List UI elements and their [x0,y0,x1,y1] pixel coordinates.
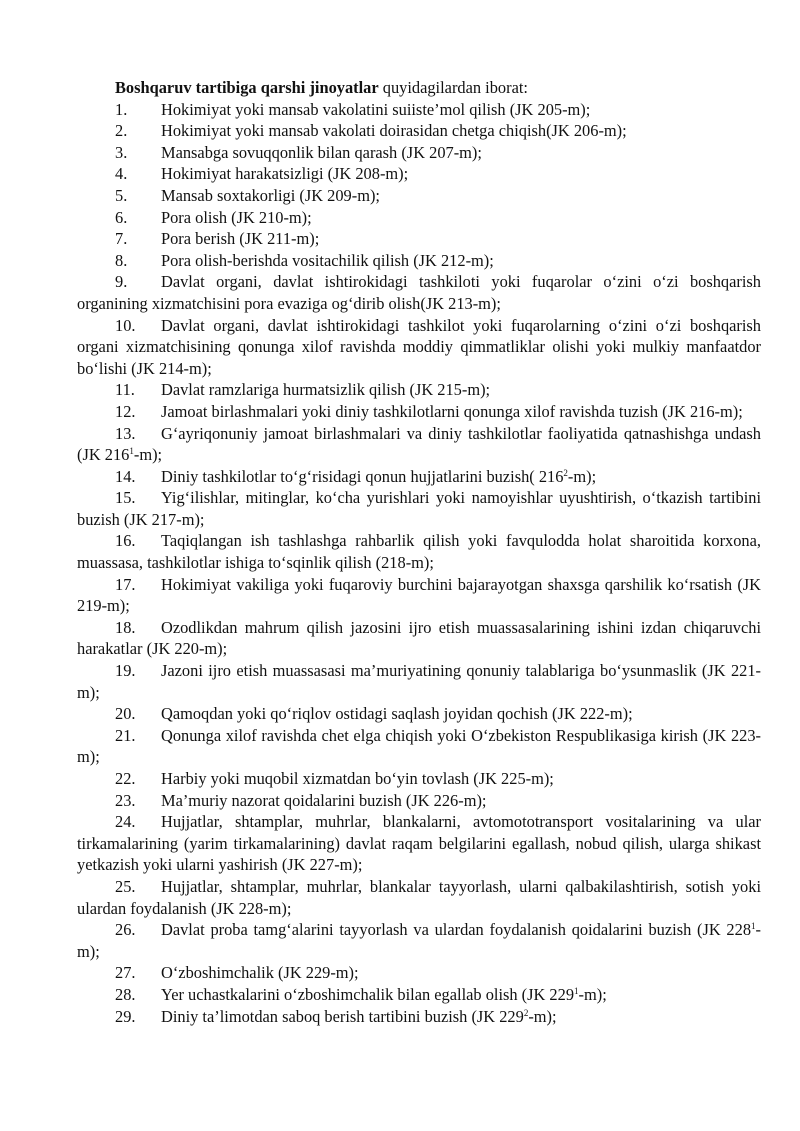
list-item-number: 5. [115,185,128,205]
list-item-number: 26. [115,920,136,940]
list-item [77,207,761,229]
list-item-text: Hokimiyat harakatsizligi (JK 208-m); [161,164,409,184]
list-item-number: 20. [115,704,136,724]
list-item-number: 11. [115,380,135,400]
list-item-text: Yer uchastkalarini o‘zboshimchalik bilan egallab olish (JK 229 [161,984,575,1004]
article-superscript: 1 [129,446,134,457]
list-item-text: Davlat proba tamg‘alarini tayyorlash va ulardan foydalanish qoidalarini buzish (JK 228 [161,920,752,940]
list-item-text: Jazoni ijro etish muassasasi ma’muriyatining qonuniy talablariga bo‘ysunmaslik (JK 221-m); [77,661,761,702]
list-item [77,1006,761,1028]
list-item-text-end: -m); [133,445,163,465]
intro-paragraph [77,77,761,99]
list-item-text: Mansab soxtakorligi (JK 209-m); [161,185,380,205]
list-item [77,725,761,768]
list-item [77,423,761,466]
list-item [77,250,761,272]
list-item-text-end: -m); [528,1006,557,1026]
list-item-number: 21. [115,725,136,745]
list-item-number: 6. [115,207,128,227]
article-superscript: 2 [523,1007,529,1018]
list-item-text: Diniy ta’limotdan saboq berish tartibini buzish (JK 229 [161,1006,524,1026]
list-item-text: Pora olish-berishda vositachilik qilish (JK 212-m); [161,250,494,270]
list-item [77,703,761,725]
list-item-number: 13. [115,423,136,443]
list-item-number: 14. [115,466,136,486]
list-item [77,185,761,207]
list-item [77,228,761,250]
list-item-number: 29. [115,1006,136,1026]
list-item [77,530,761,573]
list-item-text: Ma’muriy nazorat qoidalarini buzish (JK 226-m); [161,790,487,810]
list-item-text: Yig‘ilishlar, mitinglar, ko‘cha yurishlari yoki namoyishlar uyushtirish, o‘tkazish tartibini buzish (JK 217-m); [77,488,761,529]
list-item [77,768,761,790]
list-item-text: Harbiy yoki muqobil xizmatdan bo‘yin tovlash (JK 225-m); [161,769,554,788]
list-item-text: Qonunga xilof ravishda chet elga chiqish yoki O‘zbekiston Respublikasiga kirish (JK 223-m); [77,725,761,767]
list-item [77,984,761,1006]
list-item-text: Mansabga sovuqqonlik bilan qarash (JK 207-m); [161,142,482,162]
list-item [77,919,761,962]
list-item-text: Hokimiyat yoki mansab vakolatini suiiste’mol qilish (JK 205-m); [161,99,591,119]
list-item [77,962,761,984]
list-item-text-end: -m); [77,920,761,961]
list-item-text: Pora berish (JK 211-m); [161,229,320,249]
list-item-text: O‘zboshimchalik (JK 229-m); [161,963,359,983]
list-item-text: Ozodlikdan mahrum qilish jazosini ijro etish muassasalarining ishini izdan chiqaruvchi harakatlar (JK 220-m); [77,617,761,659]
list-item [77,466,761,488]
list-item-number: 8. [115,250,128,270]
list-item-number: 18. [115,617,136,637]
list-item [77,790,761,812]
list-item-text: G‘ayriqonuniy jamoat birlashmalari va diniy tashkilotlar faoliyatida qatnashishga undash (JK 216 [77,423,761,465]
list-item-number: 23. [115,790,136,810]
list-item [77,120,761,142]
list-item-text: Davlat ramzlariga hurmatsizlik qilish (JK 215-m); [161,380,491,400]
list-item-text: Hokimiyat yoki mansab vakolati doirasidan chetga chiqish(JK 206-m); [161,121,627,141]
article-superscript: 2 [563,467,568,478]
list-item-number: 16. [115,531,136,551]
article-superscript: 1 [751,921,756,932]
list-item-text: Qamoqdan yoki qo‘riqlov ostidagi saqlash joyidan qochish (JK 222-m); [161,704,633,724]
list-item-text: Hujjatlar, shtamplar, muhrlar, blankalarni, avtomototransport vositalarining va ular tirkamalarining (yarim tirkamalarining) davlat raqam belgilarini egallash, nobud qilish, ularga shikast yetkazish yoki ularni yashirish (JK 227-m); [77,812,761,875]
list-item-text: Davlat organi, davlat ishtirokidagi tashkiloti yoki fuqarolar o‘zini o‘zi boshqarish organining xizmatchisini pora evaziga og‘dirib olish(JK 213-m); [77,272,761,313]
list-item-number: 24. [115,812,136,832]
intro-heading-bold: Boshqaruv tartibiga qarshi jinoyatlar [115,78,379,97]
list-item-number: 12. [115,401,136,421]
list-item-number: 28. [115,984,136,1004]
list-item [77,315,761,380]
list-item-text: Diniy tashkilotlar to‘g‘risidagi qonun hujjatlarini buzish( 216 [161,466,564,486]
intro-text: quyidagilardan iborat: [378,78,528,97]
list-item-text: Davlat organi, davlat ishtirokidagi tashkilot yoki fuqarolarning o‘zini o‘zi boshqarish organi xizmatchisining qonunga xilof ravishda moddiy qimmatliklar olishi yoki mulkiy manfaatdor bo‘lishi (JK 214-m); [77,315,761,378]
list-item-text: Hokimiyat vakiliga yoki fuqaroviy burchini bajarayotgan shaxsga qarshilik ko‘rsatish (JK 219-m); [77,574,761,616]
list-item-number: 15. [115,488,136,508]
list-item [77,617,761,660]
list-item [77,401,761,423]
article-superscript: 1 [574,985,579,996]
list-item [77,379,761,401]
list-item-text: Pora olish (JK 210-m); [161,207,312,227]
list-item-text: Taqiqlangan ish tashlashga rahbarlik qilish yoki favqulodda holat sharoitida korxona, muassasa, tashkilotlar ishiga to‘sqinlik qilish (218-m); [77,531,761,573]
list-item [77,811,761,876]
list-item-number: 1. [115,99,128,119]
list-item-number: 4. [115,164,128,184]
list-item-number: 10. [115,315,136,335]
list-item-text: Hujjatlar, shtamplar, muhrlar, blankalar tayyorlash, ularni qalbakilashtirish, sotish yoki ulardan foydalanish (JK 228-m); [77,876,761,918]
list-item-number: 22. [115,769,136,788]
list-item [77,271,761,314]
list-item [77,142,761,164]
list-item [77,574,761,617]
list-item-number: 7. [115,229,128,249]
list-item-text: Jamoat birlashmalari yoki diniy tashkilotlarni qonunga xilof ravishda tuzish (JK 216-m); [161,401,743,421]
list-item-text-end: -m); [567,466,597,486]
list-item-number: 27. [115,963,136,983]
list-item-number: 2. [115,121,128,141]
list-item [77,163,761,185]
offense-list [77,99,761,1028]
list-item-number: 25. [115,876,136,896]
document-page [77,77,761,1027]
list-item-number: 17. [115,574,136,594]
list-item [77,876,761,919]
list-item-text-end: -m); [578,984,607,1004]
list-item [77,487,761,530]
list-item [77,660,761,703]
list-item-number: 19. [115,661,136,681]
list-item [77,99,761,121]
list-item-number: 9. [115,272,128,292]
list-item-number: 3. [115,142,128,162]
